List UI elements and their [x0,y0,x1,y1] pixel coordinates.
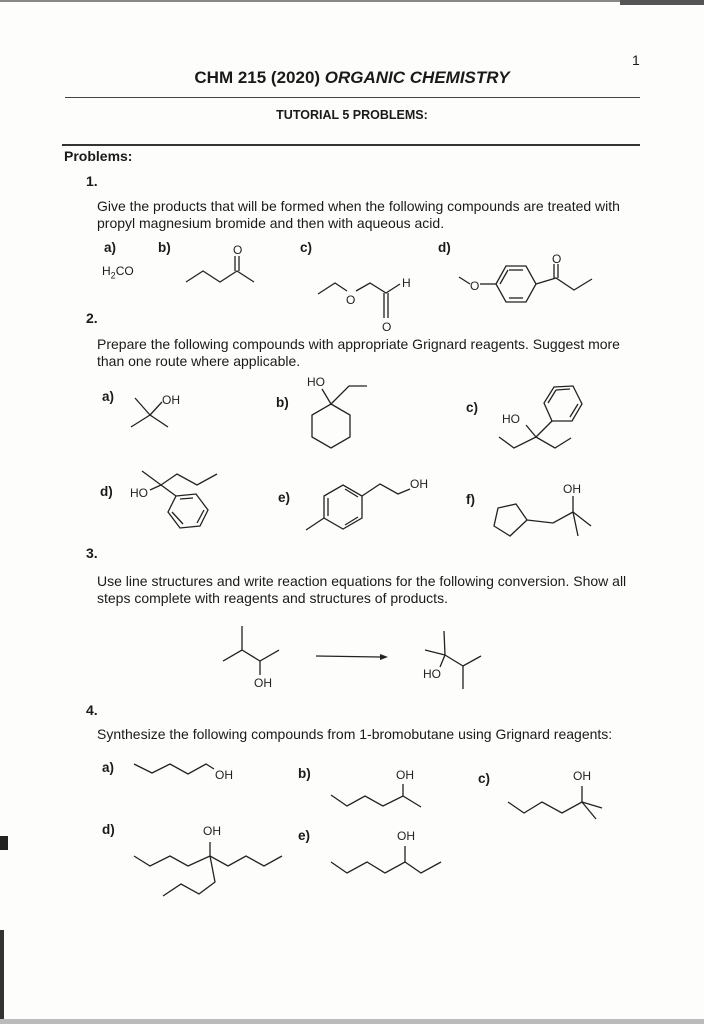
p2-label-d: d) [100,484,113,499]
p2d-structure [130,471,217,528]
atom-oh: OH [203,824,221,838]
atom-o: O [382,320,392,334]
p1-label-d: d) [438,240,451,255]
p4c-structure [508,769,602,819]
atom-oh: OH [162,393,180,407]
problems-heading: Problems: [64,148,133,164]
problem-1-text-line1: Give the products that will be formed when the following compounds are treated with [97,198,620,214]
title-subject: ORGANIC CHEMISTRY [324,68,510,87]
p4-label-b: b) [298,766,311,781]
p1-label-c: c) [300,240,313,255]
problem-2-number: 2. [86,310,98,326]
atom-o: O [233,243,243,257]
p2c-structure [499,386,582,448]
atom-ho: HO [307,375,325,389]
p3-reactant [223,626,279,690]
atom-h: H [402,276,411,290]
p1b-structure [186,243,254,282]
p4-label-d: d) [102,822,115,837]
atom-oh: OH [397,829,415,843]
p1-label-a: a) [104,240,117,255]
p2b-structure [307,375,367,448]
atom-oh: OH [254,676,272,690]
atom-o: O [470,279,480,293]
atom-oh: OH [563,482,581,496]
problem-3-number: 3. [86,545,98,561]
atom-oh: OH [215,768,233,782]
p1d-structure [459,252,592,302]
p2-label-b: b) [276,395,289,410]
atom-o: O [552,252,562,266]
p1c-structure [318,276,411,334]
p4-label-c: c) [478,771,491,786]
p4-label-e: e) [298,828,311,843]
problem-4-number: 4. [86,702,98,718]
problem-2-text-line1: Prepare the following compounds with appropriate Grignard reagents. Suggest more [97,336,620,352]
problem-1-number: 1. [86,173,98,189]
p2a-structure [131,393,180,427]
p4e-structure [331,829,441,873]
p4a-structure [134,764,233,782]
p4-label-a: a) [102,760,115,775]
p2e-structure [306,477,428,530]
p2-label-f: f) [466,492,475,507]
p2-label-c: c) [466,400,479,415]
p2-label-e: e) [278,490,291,505]
problem-1-text-line2: propyl magnesium bromide and then with aqueous acid. [97,215,445,231]
formula-co: CO [115,264,134,278]
atom-ho: HO [423,667,441,681]
formula-sub: 2 [110,270,116,281]
atom-oh: OH [573,769,591,783]
p4d-structure [134,824,282,896]
problem-2-text-line2: than one route where applicable. [97,353,301,369]
problem-4-text: Synthesize the following compounds from 1-bromobutane using Grignard reagents: [97,726,613,742]
p2-label-a: a) [102,389,115,404]
page-number: 1 [632,52,640,68]
atom-oh: OH [410,477,428,491]
atom-ho: HO [130,486,148,500]
p4b-structure [331,768,421,807]
atom-o: O [346,293,356,307]
p1-label-b: b) [158,240,171,255]
atom-ho: HO [502,412,520,426]
page-subtitle: TUTORIAL 5 PROBLEMS: [276,108,428,122]
atom-oh: OH [396,768,414,782]
title-course: CHM 215 (2020) [194,68,325,87]
formula-h: H [102,264,111,278]
p3-reaction-arrow [316,654,388,660]
problem-3-text-line2: steps complete with reagents and structures of products. [97,590,448,606]
p2f-structure [494,482,591,536]
p3-product [423,631,481,689]
problem-3-text-line1: Use line structures and write reaction equations for the following conversion. Show all [97,573,627,589]
